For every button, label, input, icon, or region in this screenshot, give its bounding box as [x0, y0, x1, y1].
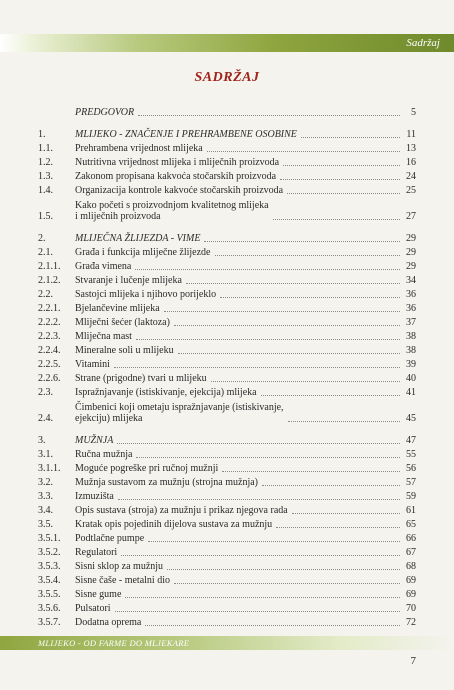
- toc-entry-number: 3.1.1.: [38, 463, 61, 474]
- dot-leader: [117, 443, 400, 444]
- dot-leader: [136, 457, 400, 458]
- toc-entry-page: 47: [406, 435, 416, 446]
- toc-entry-title: Građa i funkcija mliječne žlijezde: [75, 247, 211, 258]
- toc-entry-title: Vitamini: [75, 359, 110, 370]
- toc-entry: [38, 460, 416, 474]
- toc-entry-number: 2.2.2.: [38, 317, 61, 328]
- toc-entry-number: 3.5.6.: [38, 603, 61, 614]
- dot-leader: [136, 339, 400, 340]
- toc-entry: [38, 342, 416, 356]
- dot-leader: [148, 541, 400, 542]
- dot-leader: [222, 471, 400, 472]
- toc-entry-title: Mliječni šećer (laktoza): [75, 317, 170, 328]
- toc-entry-number: 2.2.4.: [38, 345, 61, 356]
- toc-entry: [38, 446, 416, 460]
- toc-entry-page: 40: [406, 373, 416, 384]
- toc-entry-page: 29: [406, 247, 416, 258]
- toc-entry-title: Strane (prigodne) tvari u mlijeku: [75, 373, 207, 384]
- toc-entry-title: PREDGOVOR: [75, 107, 135, 118]
- toc-entry-page: 39: [406, 359, 416, 370]
- toc-entry: [38, 586, 416, 600]
- toc-entry-title: Opis sustava (stroja) za mužnju i prikaz njegova rada: [75, 505, 288, 516]
- toc-entry-page: 36: [406, 303, 416, 314]
- toc-entry-title: Čimbenici koji ometaju ispražnjavanje (istiskivanje, ejekciju) mlijeka: [75, 402, 284, 424]
- toc-entry-page: 24: [406, 171, 416, 182]
- toc-entry: [38, 600, 416, 614]
- toc-entry-title: Kako početi s proizvodnjom kvalitetnog mlijeka i mliječnih proizvoda: [75, 200, 269, 222]
- dot-leader: [207, 151, 400, 152]
- toc-entry-number: 2.: [38, 233, 46, 244]
- toc-entry-number: 3.: [38, 435, 46, 446]
- toc-entry-page: 70: [406, 603, 416, 614]
- toc-entry-title: Kratak opis pojedinih dijelova sustava za mužnju: [75, 519, 273, 530]
- toc-entry-number: 3.2.: [38, 477, 53, 488]
- toc-entry: [38, 488, 416, 502]
- dot-leader: [276, 527, 400, 528]
- toc-entry-number: 2.2.3.: [38, 331, 61, 342]
- toc-entry-page: 29: [406, 261, 416, 272]
- dot-leader: [121, 555, 400, 556]
- toc-entry-title: Mužnja sustavom za mužnju (strojna mužnja): [75, 477, 259, 488]
- toc-entry-number: 3.5.: [38, 519, 53, 530]
- toc-entry: [38, 244, 416, 258]
- toc-entry-title: MLIJEKO - ZNAČENJE I PREHRAMBENE OSOBINE: [75, 129, 297, 140]
- toc-entry-page: 37: [406, 317, 416, 328]
- dot-leader: [125, 597, 400, 598]
- dot-leader: [220, 297, 400, 298]
- toc-entry-title: Stvaranje i lučenje mlijeka: [75, 275, 182, 286]
- toc-entry-number: 3.1.: [38, 449, 53, 460]
- toc-entry-title: Sisne gume: [75, 589, 122, 600]
- toc-entry: [38, 572, 416, 586]
- toc-entry: [38, 370, 416, 384]
- toc-entry-page: 36: [406, 289, 416, 300]
- dot-leader: [211, 381, 400, 382]
- toc-entry-title: Mineralne soli u mlijeku: [75, 345, 174, 356]
- toc-entry: [38, 558, 416, 572]
- toc-entry-page: 27: [406, 211, 416, 222]
- toc-entry-number: 3.4.: [38, 505, 53, 516]
- dot-leader: [174, 583, 400, 584]
- toc-entry-page: 29: [406, 233, 416, 244]
- toc-entry-title: Ispražnjavanje (istiskivanje, ejekcija) mlijeka: [75, 387, 257, 398]
- toc-entry: [38, 272, 416, 286]
- toc-entry: [38, 432, 416, 446]
- toc-entry-number: 3.5.1.: [38, 533, 61, 544]
- toc-entry: [38, 384, 416, 398]
- toc-entry-page: 66: [406, 533, 416, 544]
- toc-entry-number: 2.4.: [38, 413, 53, 424]
- dot-leader: [118, 499, 400, 500]
- toc-entry-title: Sisni sklop za mužnju: [75, 561, 164, 572]
- dot-leader: [174, 325, 400, 326]
- toc-entry-page: 45: [406, 413, 416, 424]
- toc-entry-number: 3.5.7.: [38, 617, 61, 628]
- toc-entry-page: 25: [406, 185, 416, 196]
- toc-entry-page: 11: [406, 129, 416, 140]
- dot-leader: [261, 395, 400, 396]
- page-number: 7: [410, 655, 416, 667]
- toc-entry-page: 57: [406, 477, 416, 488]
- toc-entry-title: Regulatori: [75, 547, 118, 558]
- toc-entry-number: 2.1.: [38, 247, 53, 258]
- toc-entry-title: Bjelančevine mlijeka: [75, 303, 160, 314]
- toc-entry-title: Organizacija kontrole kakvoće stočarskih proizvoda: [75, 185, 284, 196]
- toc-entry-title: Dodatna oprema: [75, 617, 142, 628]
- toc-entry-title: Ručna mužnja: [75, 449, 133, 460]
- dot-leader: [178, 353, 400, 354]
- toc-entry: [38, 182, 416, 196]
- toc-entry-number: 2.2.: [38, 289, 53, 300]
- toc-entry-number: 2.3.: [38, 387, 53, 398]
- dot-leader: [167, 569, 400, 570]
- dot-leader: [292, 513, 400, 514]
- toc-entry: [38, 196, 416, 222]
- page-title: SADRŽAJ: [194, 70, 260, 85]
- toc-entry-title: MUŽNJA: [75, 435, 114, 446]
- toc-entry: [38, 154, 416, 168]
- toc-entry: [38, 516, 416, 530]
- toc-entry-number: 2.2.6.: [38, 373, 61, 384]
- toc-entry-page: 13: [406, 143, 416, 154]
- toc-entry-number: 3.5.4.: [38, 575, 61, 586]
- toc-entry: [38, 544, 416, 558]
- toc-entry-page: 65: [406, 519, 416, 530]
- dot-leader: [135, 269, 400, 270]
- toc-entry-page: 69: [406, 575, 416, 586]
- dot-leader: [215, 255, 401, 256]
- toc-entry-number: 2.1.1.: [38, 261, 61, 272]
- toc-entry-page: 67: [406, 547, 416, 558]
- dot-leader: [164, 311, 400, 312]
- toc-entry-title: Građa vimena: [75, 261, 132, 272]
- toc-entry-title: MLIJEČNA ŽLIJEZDA - VIME: [75, 233, 201, 244]
- toc-entry-number: 2.1.2.: [38, 275, 61, 286]
- toc-entry-number: 2.2.1.: [38, 303, 61, 314]
- toc-entry: [38, 104, 416, 118]
- toc-entry-title: Nutritivna vrijednost mlijeka i mliječnih proizvoda: [75, 157, 280, 168]
- toc-entry-number: 1.3.: [38, 171, 53, 182]
- toc-entry-number: 3.3.: [38, 491, 53, 502]
- toc-entry: [38, 314, 416, 328]
- toc-entry: [38, 474, 416, 488]
- dot-leader: [287, 193, 400, 194]
- toc-entry-number: 3.5.2.: [38, 547, 61, 558]
- toc-entry: [38, 168, 416, 182]
- dot-leader: [115, 611, 400, 612]
- toc-entry-page: 38: [406, 331, 416, 342]
- toc-entry-title: Sastojci mlijeka i njihovo porijeklo: [75, 289, 217, 300]
- toc-entry-number: 3.5.5.: [38, 589, 61, 600]
- toc-entry: [38, 502, 416, 516]
- toc-entry: [38, 140, 416, 154]
- toc-entry-number: 2.2.5.: [38, 359, 61, 370]
- toc-entry-page: 56: [406, 463, 416, 474]
- dot-leader: [138, 115, 400, 116]
- toc-entry-page: 69: [406, 589, 416, 600]
- toc-entry: [38, 126, 416, 140]
- dot-leader: [288, 421, 400, 422]
- toc-entry-page: 61: [406, 505, 416, 516]
- toc-entry: [38, 328, 416, 342]
- toc-entry-title: Pulsatori: [75, 603, 111, 614]
- dot-leader: [114, 367, 400, 368]
- table-of-contents: [38, 104, 416, 628]
- toc-entry-title: Podtlačne pumpe: [75, 533, 145, 544]
- dot-leader: [186, 283, 400, 284]
- toc-entry-title: Zakonom propisana kakvoća stočarskih proizvoda: [75, 171, 277, 182]
- running-header: Sadržaj: [406, 37, 440, 49]
- toc-entry: [38, 286, 416, 300]
- dot-leader: [204, 241, 400, 242]
- toc-entry-page: 38: [406, 345, 416, 356]
- dot-leader: [145, 625, 400, 626]
- dot-leader: [301, 137, 400, 138]
- toc-entry: [38, 356, 416, 370]
- toc-entry-number: 3.5.3.: [38, 561, 61, 572]
- toc-entry-title: Sisne čaše - metalni dio: [75, 575, 170, 586]
- toc-entry-page: 5: [411, 107, 416, 118]
- toc-entry: [38, 230, 416, 244]
- dot-leader: [283, 165, 400, 166]
- toc-entry-page: 59: [406, 491, 416, 502]
- dot-leader: [273, 219, 400, 220]
- dot-leader: [262, 485, 400, 486]
- toc-entry-page: 41: [406, 387, 416, 398]
- toc-entry-number: 1.5.: [38, 211, 53, 222]
- toc-entry-number: 1.4.: [38, 185, 53, 196]
- toc-entry: [38, 530, 416, 544]
- toc-entry-number: 1.2.: [38, 157, 53, 168]
- toc-entry-number: 1.1.: [38, 143, 53, 154]
- toc-entry-number: 1.: [38, 129, 46, 140]
- toc-entry-page: 55: [406, 449, 416, 460]
- dot-leader: [280, 179, 400, 180]
- toc-entry: [38, 398, 416, 424]
- toc-entry-title: Mliječna mast: [75, 331, 132, 342]
- header-band: [0, 34, 454, 52]
- toc-entry: [38, 258, 416, 272]
- toc-entry-page: 16: [406, 157, 416, 168]
- running-footer: MLIJEKO - OD FARME DO MLJEKARE: [38, 638, 190, 648]
- toc-entry-title: Moguće pogreške pri ručnoj mužnji: [75, 463, 219, 474]
- toc-entry-page: 72: [406, 617, 416, 628]
- toc-entry-title: Prehrambena vrijednost mlijeka: [75, 143, 203, 154]
- footer-band: [0, 636, 454, 650]
- toc-entry: [38, 300, 416, 314]
- toc-entry: [38, 614, 416, 628]
- toc-entry-title: Izmuzišta: [75, 491, 114, 502]
- toc-entry-page: 34: [406, 275, 416, 286]
- toc-entry-page: 68: [406, 561, 416, 572]
